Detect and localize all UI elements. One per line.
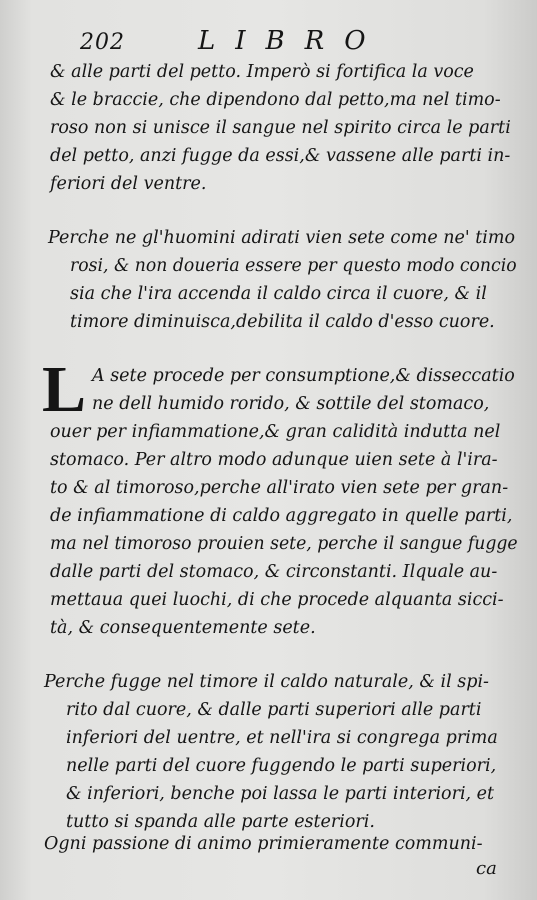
- text-line: Perche fugge nel timore il caldo naturale, & il spi-: [44, 672, 489, 692]
- text-line: Perche ne gl'huomini adirati vien sete come ne' timo: [48, 228, 515, 248]
- text-line: to & al timoroso,perche all'irato vien sete per gran-: [50, 478, 509, 498]
- text-line: ne dell humido rorido, & sottile del stomaco,: [92, 394, 490, 414]
- text-line: ouer per infiammatione,& gran calidità indutta nel: [50, 422, 501, 442]
- text-line: tà, & consequentemente sete.: [50, 618, 316, 638]
- text-line: feriori del ventre.: [50, 174, 207, 194]
- text-line: dalle parti del stomaco, & circonstanti. Ilquale au-: [50, 562, 498, 582]
- page-number: 202: [80, 30, 125, 55]
- text-line: nelle parti del cuore fuggendo le parti superiori,: [66, 756, 497, 776]
- text-line: rito dal cuore, & dalle parti superiori alle parti: [66, 700, 482, 720]
- text-line: timore diminuisca,debilita il caldo d'esso cuore.: [70, 312, 495, 332]
- text-line: ma nel timoroso prouien sete, perche il sangue fugge: [50, 534, 518, 554]
- drop-cap: L: [42, 353, 87, 426]
- text-line: de infiammatione di caldo aggregato in quelle parti,: [50, 506, 513, 526]
- text-line: & le braccie, che dipendono dal petto,ma nel timo-: [50, 90, 501, 110]
- text-line: & alle parti del petto. Imperò si fortifica la voce: [50, 62, 474, 82]
- running-head: LIBRO: [198, 26, 386, 56]
- text-line: tutto si spanda alle parte esteriori.: [66, 812, 375, 832]
- text-line: del petto, anzi fugge da essi,& vassene alle parti in-: [50, 146, 511, 166]
- text-line: A sete procede per consumptione,& disseccatio: [92, 366, 515, 386]
- page-header: [0, 26, 537, 58]
- catchword: ca: [476, 858, 497, 879]
- text-line: rosi, & non doueria essere per questo modo concio: [70, 256, 517, 276]
- text-line: mettaua quei luochi, di che procede alquanta sicci-: [50, 590, 504, 610]
- text-line: & inferiori, benche poi lassa le parti interiori, et: [66, 784, 495, 804]
- text-line: stomaco. Per altro modo adunque uien sete à l'ira-: [50, 450, 498, 470]
- text-line: inferiori del uentre, et nell'ira si congrega prima: [66, 728, 498, 748]
- text-line: roso non si unisce il sangue nel spirito circa le parti: [50, 118, 511, 138]
- text-line: Ogni passione di animo primieramente communi-: [44, 834, 483, 854]
- text-line: sia che l'ira accenda il caldo circa il cuore, & il: [70, 284, 487, 304]
